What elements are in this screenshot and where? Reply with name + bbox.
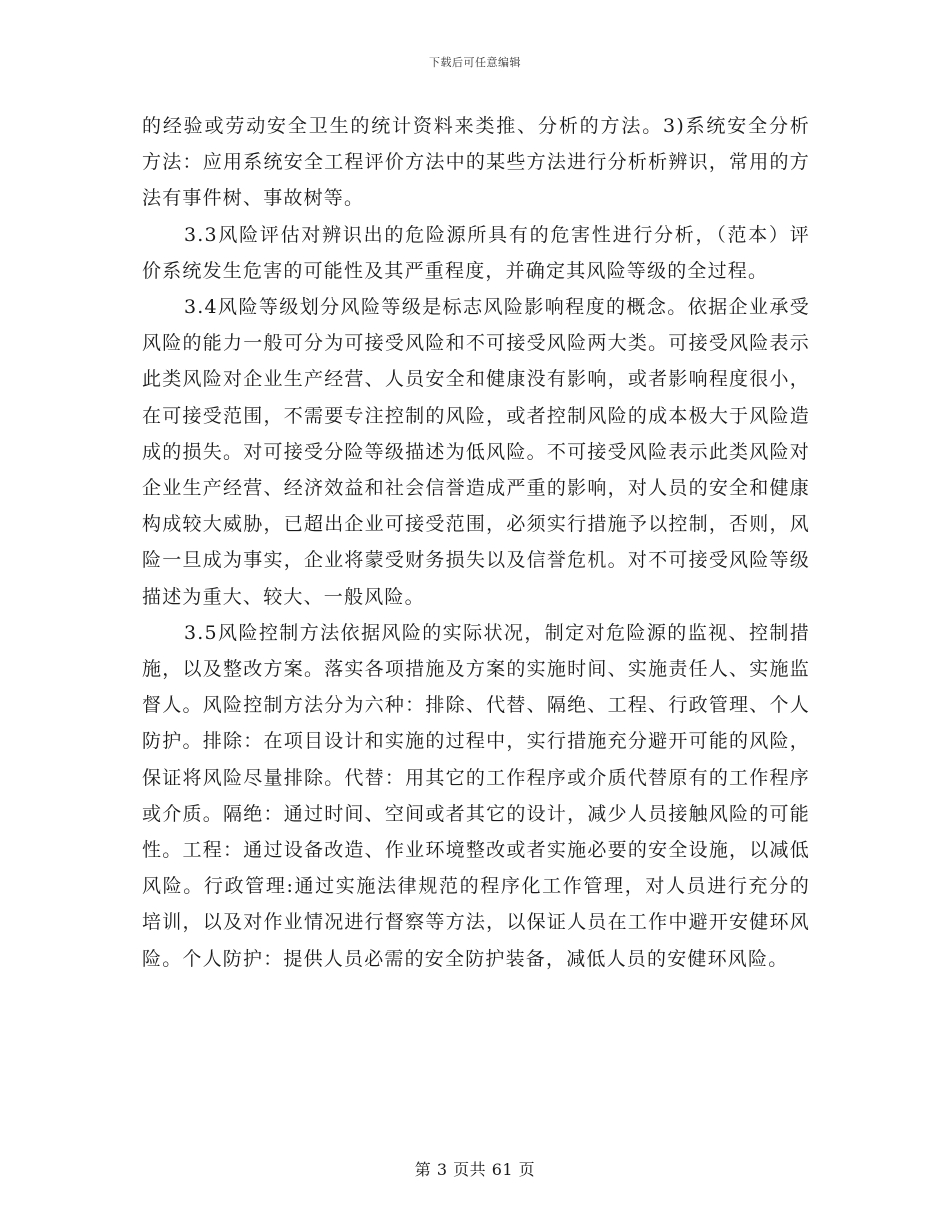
page-header-note: 下载后可任意编辑 — [429, 56, 521, 69]
page-number: 第 3 页共 61 页 — [414, 1160, 536, 1179]
paragraph-continuation: 的经验或劳动安全卫生的统计资料来类推、分析的方法。3)系统安全分析方法：应用系统安全工程评价方法中的某些方法进行分析析辨识，常用的方法有事件树、事故树等。 — [142, 115, 810, 210]
paragraph-3-3-risk-assessment: 3.3风险评估对辨识出的危险源所具有的危害性进行分析，（范本）评价系统发生危害的可能性及其严重程度，并确定其风险等级的全过程。 — [142, 223, 810, 282]
paragraph-3-5-risk-control: 3.5风险控制方法依据风险的实际状况，制定对危险源的监视、控制措施，以及整改方案。落实各项措施及方案的实施时间、实施责任人、实施监督人。风险控制方法分为六种：排除、代替、隔绝、工程、行政管理、个人防护。排除：在项目设计和实施的过程中，实行措施充分避开可能的风险，保证将风险尽量排除。代替：用其它的工作程序或介质代替原有的工作程序或介质。隔绝：通过时间、空间或者其它的设计，减少人员接触风险的可能性。工程：通过设备改造、作业环境整改或者实施必要的安全设施，以减低风险。行政管理:通过实施法律规范的程序化工作管理，对人员进行充分的培训，以及对作业情况进行督察等方法，以保证人员在工作中避开安健环风险。个人防护：提供人员必需的安全防护装备，减低人员的安健环风险。 — [142, 621, 810, 970]
paragraph-3-4-risk-level: 3.4风险等级划分风险等级是标志风险影响程度的概念。依据企业承受风险的能力一般可分为可接受风险和不可接受风险两大类。可接受风险表示此类风险对企业生产经营、人员安全和健康没有影响，或者影响程度很小，在可接受范围，不需要专注控制的风险，或者控制风险的成本极大于风险造成的损失。对可接受分险等级描述为低风险。不可接受风险表示此类风险对企业生产经营、经济效益和社会信誉造成严重的影响，对人员的安全和健康构成较大威胁，已超出企业可接受范围，必须实行措施予以控制，否则，风险一旦成为事实，企业将蒙受财务损失以及信誉危机。对不可接受风险等级描述为重大、较大、一般风险。 — [142, 296, 810, 608]
document-body — [142, 108, 810, 977]
